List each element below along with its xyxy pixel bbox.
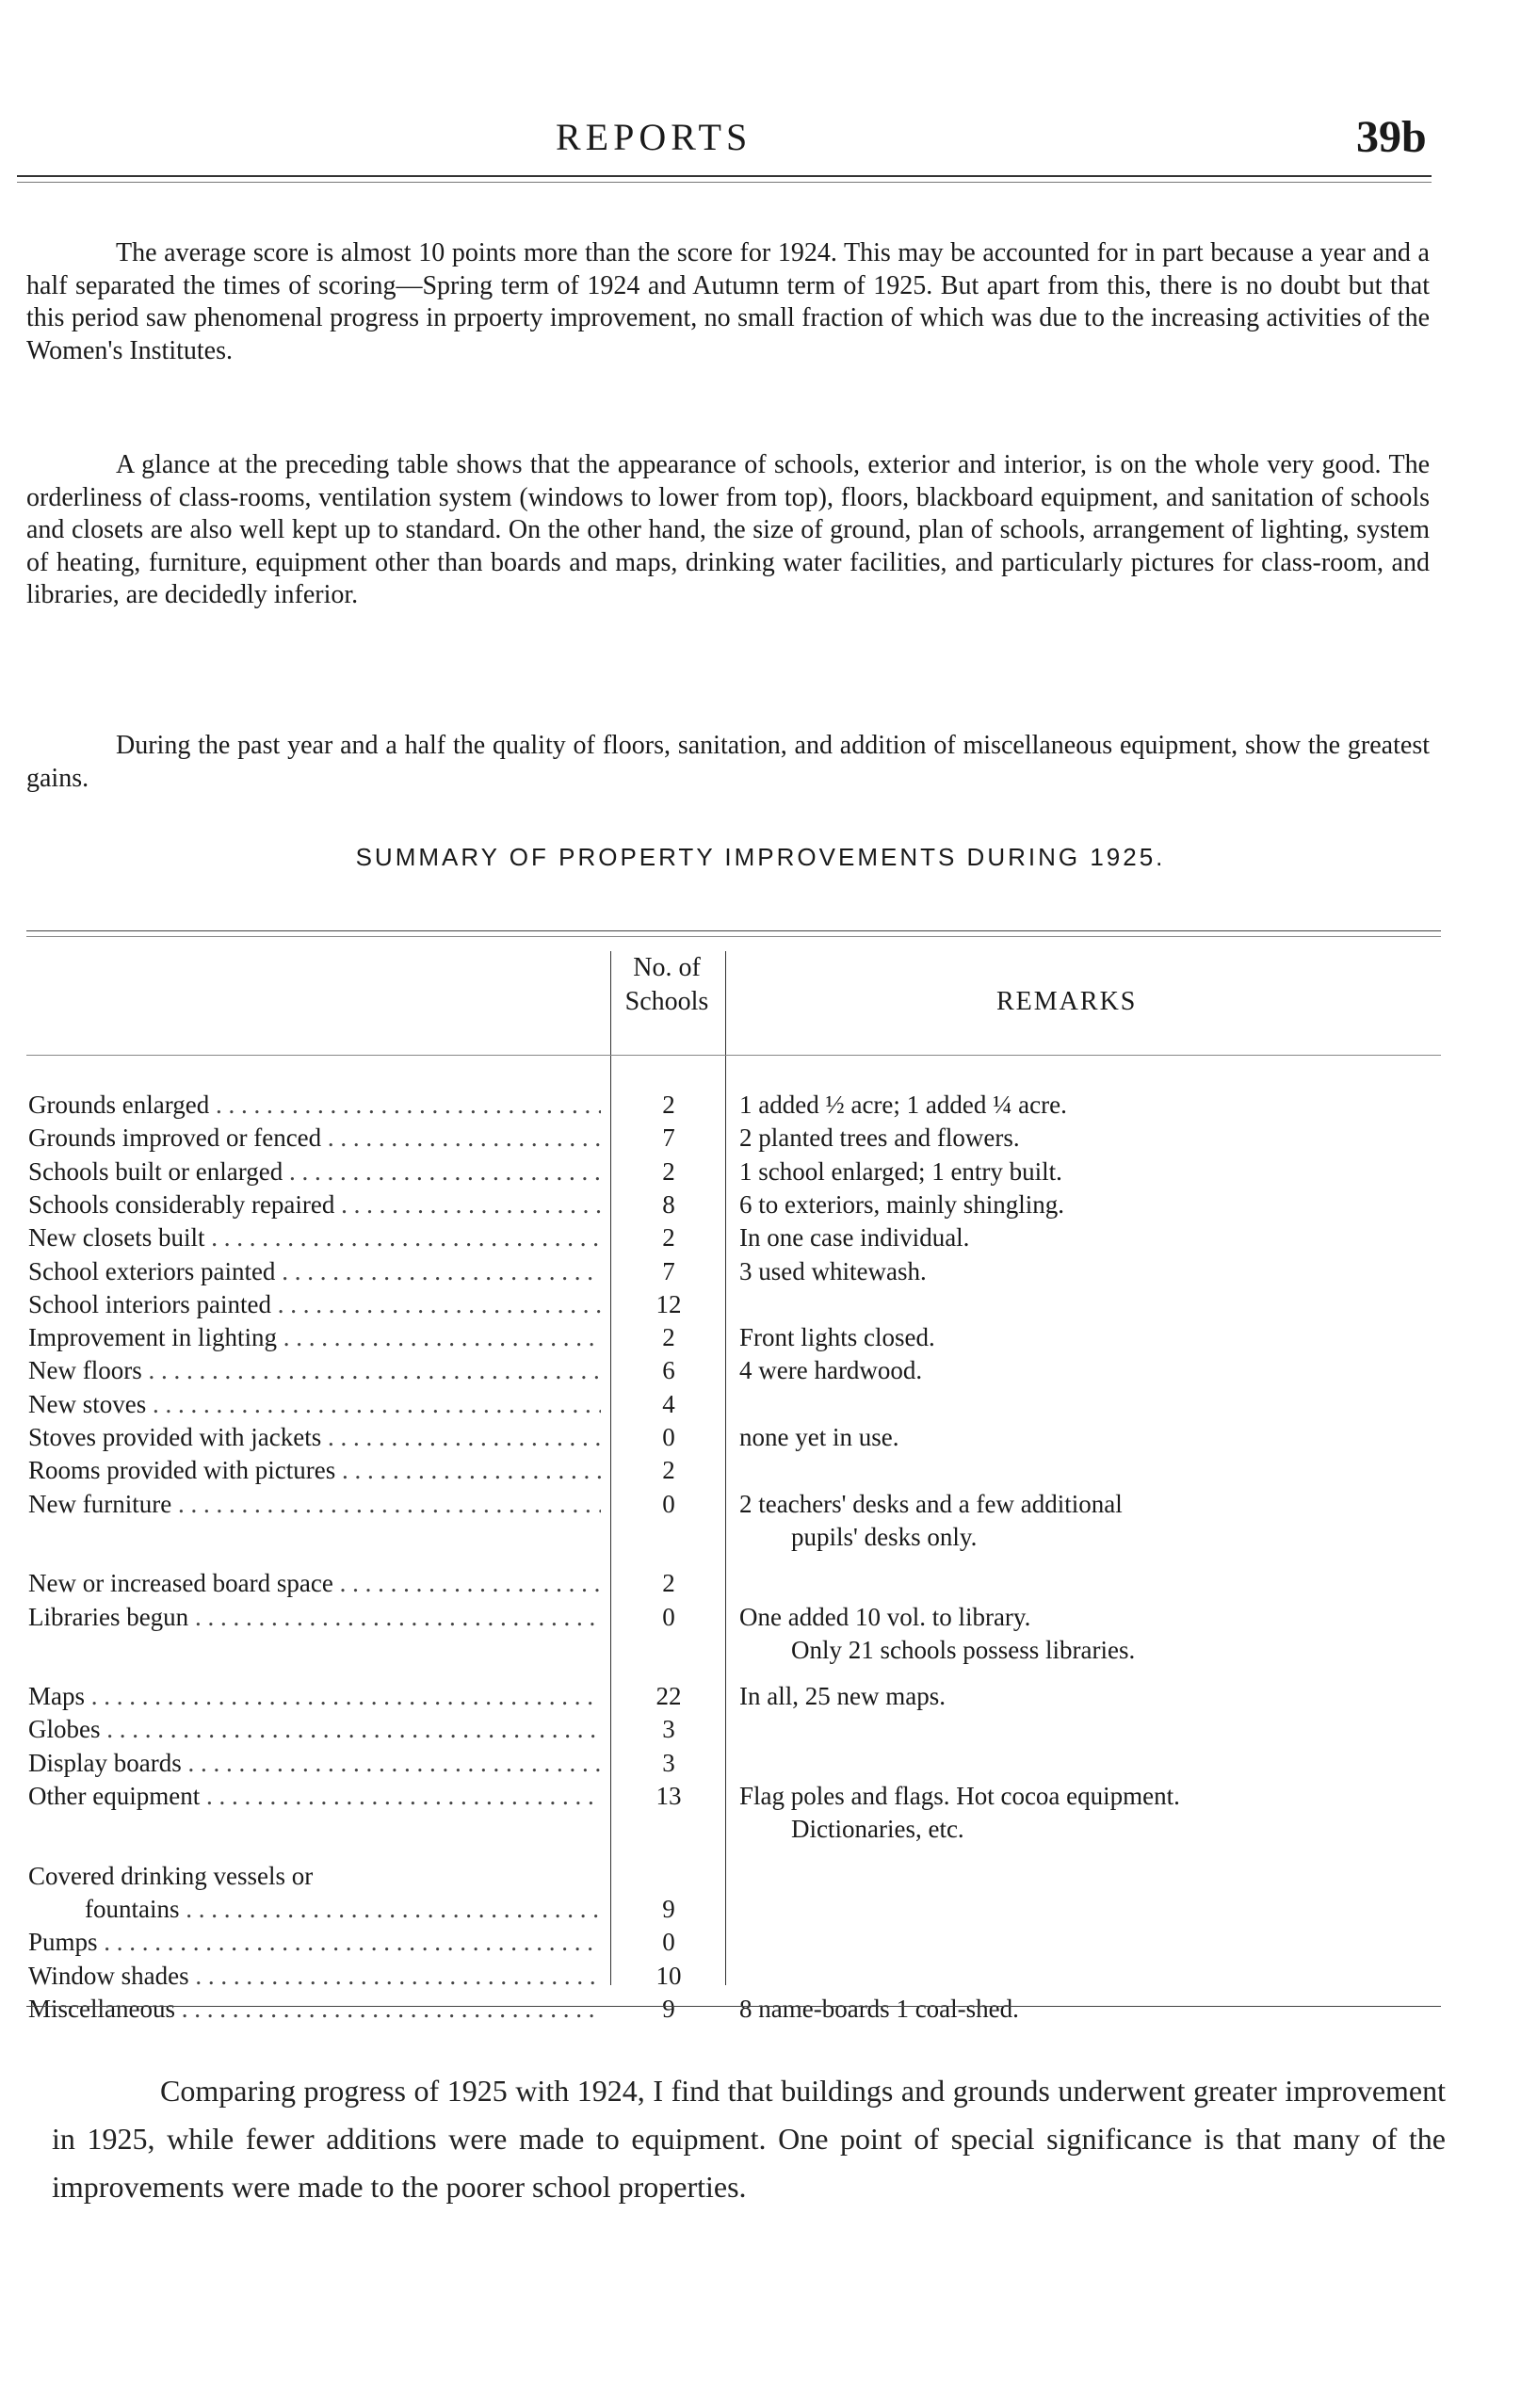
row-item: New furniture . . .: [28, 1490, 601, 1519]
table-row: [0, 1862, 1521, 1894]
table-row: [0, 1523, 1521, 1555]
row-count: 9: [662, 1994, 675, 2023]
row-item: Miscellaneous . . .: [28, 1995, 601, 2024]
row-item: Schools built or enlarged . . .: [28, 1157, 601, 1187]
table-row: [0, 1995, 1521, 2027]
row-remark: pupils' desks only.: [791, 1522, 978, 1551]
table-row: [0, 1423, 1521, 1455]
row-remark: 3 used whitewash.: [739, 1256, 927, 1285]
row-count: 8: [662, 1189, 675, 1219]
row-item: School exteriors painted . . .: [28, 1257, 601, 1286]
row-remark: Dictionaries, etc.: [791, 1815, 964, 1844]
row-item: Rooms provided with pictures . . .: [28, 1456, 601, 1485]
row-remark: 4 were hardwood.: [739, 1356, 923, 1385]
table-row: [0, 1123, 1521, 1156]
row-count: 12: [655, 1289, 682, 1318]
table-row: [0, 1490, 1521, 1522]
row-item: Grounds improved or fenced . . .: [28, 1123, 601, 1153]
table-row: [0, 1569, 1521, 1601]
row-item: Window shades . . .: [28, 1962, 601, 1991]
row-item: Stoves provided with jackets . . .: [28, 1423, 601, 1452]
table-row: [0, 1290, 1521, 1322]
row-remark: 1 added ½ acre; 1 added ¼ acre.: [739, 1091, 1067, 1119]
column-header-count-line2: Schools: [624, 987, 709, 1016]
table-header-rule: [26, 1055, 1441, 1056]
row-count: 2: [662, 1456, 675, 1485]
row-remark: 2 teachers' desks and a few additional: [739, 1489, 1123, 1518]
row-count: 2: [662, 1569, 675, 1598]
table-row: [0, 1815, 1521, 1847]
row-count: 13: [655, 1782, 682, 1810]
paragraph-gains: During the past year and a half the quality of floors, sanitation, and addition of miscellaneous equipment, show the greatest gains.: [26, 731, 1430, 793]
table-row: [0, 1091, 1521, 1123]
row-item: Schools considerably repaired . . .: [28, 1190, 601, 1220]
row-item: Other equipment . . .: [28, 1782, 601, 1811]
table-row: [0, 1356, 1521, 1388]
row-item: New or increased board space . . .: [28, 1569, 601, 1598]
row-count: 0: [662, 1928, 675, 1957]
table-row: [0, 1190, 1521, 1222]
header-rule-secondary: [17, 182, 1432, 183]
table-row: [0, 1636, 1521, 1668]
table-row: [0, 1715, 1521, 1747]
row-remark: 1 school enlarged; 1 entry built.: [739, 1156, 1062, 1186]
row-remark: Flag poles and flags. Hot cocoa equipment.: [739, 1782, 1180, 1810]
table-row: [0, 1962, 1521, 1994]
table-top-rule-secondary: [26, 936, 1441, 937]
row-remark: One added 10 vol. to library.: [739, 1602, 1031, 1631]
row-count: 4: [662, 1389, 675, 1418]
row-count: 2: [662, 1156, 675, 1186]
row-count: 3: [662, 1715, 675, 1744]
row-item: New closets built . . .: [28, 1223, 601, 1252]
table-title: SUMMARY OF PROPERTY IMPROVEMENTS DURING 1925.: [355, 843, 1166, 871]
row-count: 2: [662, 1091, 675, 1119]
table-row: [0, 1456, 1521, 1488]
table-row: [0, 1257, 1521, 1289]
row-count: 6: [662, 1356, 675, 1385]
table-row: [0, 1603, 1521, 1635]
row-count: 9: [662, 1894, 675, 1923]
table-row: [0, 1682, 1521, 1714]
table-top-rule: [26, 930, 1441, 931]
row-remark: In all, 25 new maps.: [739, 1682, 946, 1711]
row-item: fountains . . .: [85, 1895, 601, 1924]
header-rule: [17, 175, 1432, 177]
row-remark: In one case individual.: [739, 1223, 970, 1252]
running-head: [0, 112, 1521, 171]
row-count: 22: [655, 1682, 682, 1711]
row-item: School interiors painted . . .: [28, 1290, 601, 1319]
page-number: 39b: [1356, 112, 1427, 162]
row-item: New floors . . .: [28, 1356, 601, 1385]
column-header-remarks: REMARKS: [996, 987, 1138, 1016]
table-row: [0, 1323, 1521, 1355]
row-remark: 6 to exteriors, mainly shingling.: [739, 1189, 1064, 1219]
row-item: Improvement in lighting . . .: [28, 1323, 601, 1352]
row-remark: none yet in use.: [739, 1423, 899, 1451]
row-count: 2: [662, 1223, 675, 1252]
row-count: 10: [655, 1961, 682, 1990]
row-count: 0: [662, 1489, 675, 1518]
column-header-count-line1: No. of: [633, 953, 701, 982]
row-count: 7: [662, 1123, 675, 1153]
table-row: [0, 1749, 1521, 1781]
row-count: 3: [662, 1748, 675, 1777]
row-item: Grounds enlarged . . .: [28, 1091, 601, 1120]
row-count: 0: [662, 1602, 675, 1631]
table-bottom-rule: [26, 2006, 1441, 2007]
table-row: [0, 1390, 1521, 1422]
table-row: [0, 1782, 1521, 1814]
row-remark: Only 21 schools possess libraries.: [791, 1635, 1136, 1664]
row-count: 7: [662, 1256, 675, 1285]
table-row: [0, 1895, 1521, 1927]
table-row: [0, 1223, 1521, 1255]
row-item: Globes . . .: [28, 1715, 601, 1744]
row-item: New stoves . . .: [28, 1390, 601, 1419]
row-item: Display boards . . .: [28, 1749, 601, 1778]
paragraph-average-score: The average score is almost 10 points more than the score for 1924. This may be accounted for in part because a year and a half separated the times of scoring—Spring term of 1924 and Autumn term of 1925. But apart from this, there is no doubt but that this period saw phenomenal progress in prpoerty improvement, no small fraction of which was due to the increasing activities of the Women's Institutes.: [26, 238, 1430, 365]
row-remark: 8 name-boards 1 coal-shed.: [739, 1994, 1019, 2023]
row-remark: Front lights closed.: [739, 1323, 935, 1352]
paragraph-appearance: A glance at the preceding table shows that the appearance of schools, exterior and interior, is on the whole very good. The orderliness of class-rooms, ventilation system (windows to lower from top), floors, blackboard equipment, and sanitation of schools and closets are also well kept up to standard. On the other hand, the size of ground, plan of schools, arrangement of lighting, system of heating, furniture, equipment other than boards and maps, drinking water facilities, and particularly pictures for class-room, and libraries, are decidedly inferior.: [26, 450, 1430, 609]
row-item: Maps . . .: [28, 1682, 601, 1711]
table-row: [0, 1928, 1521, 1960]
row-item: Pumps . . .: [28, 1928, 601, 1957]
table-row: [0, 1157, 1521, 1189]
row-item: Covered drinking vessels or: [28, 1861, 314, 1890]
row-count: 0: [662, 1423, 675, 1451]
row-remark: 2 planted trees and flowers.: [739, 1123, 1020, 1153]
running-title: REPORTS: [556, 116, 752, 158]
row-count: 2: [662, 1323, 675, 1352]
row-item: Libraries begun . . .: [28, 1603, 601, 1632]
column-header-count: [606, 951, 728, 1019]
closing-paragraph: Comparing progress of 1925 with 1924, I find that buildings and grounds underwent greater improvement in 1925, while fewer additions were made to equipment. One point of special significance is that many of the improvements were made to the poorer school properties.: [52, 2074, 1446, 2204]
